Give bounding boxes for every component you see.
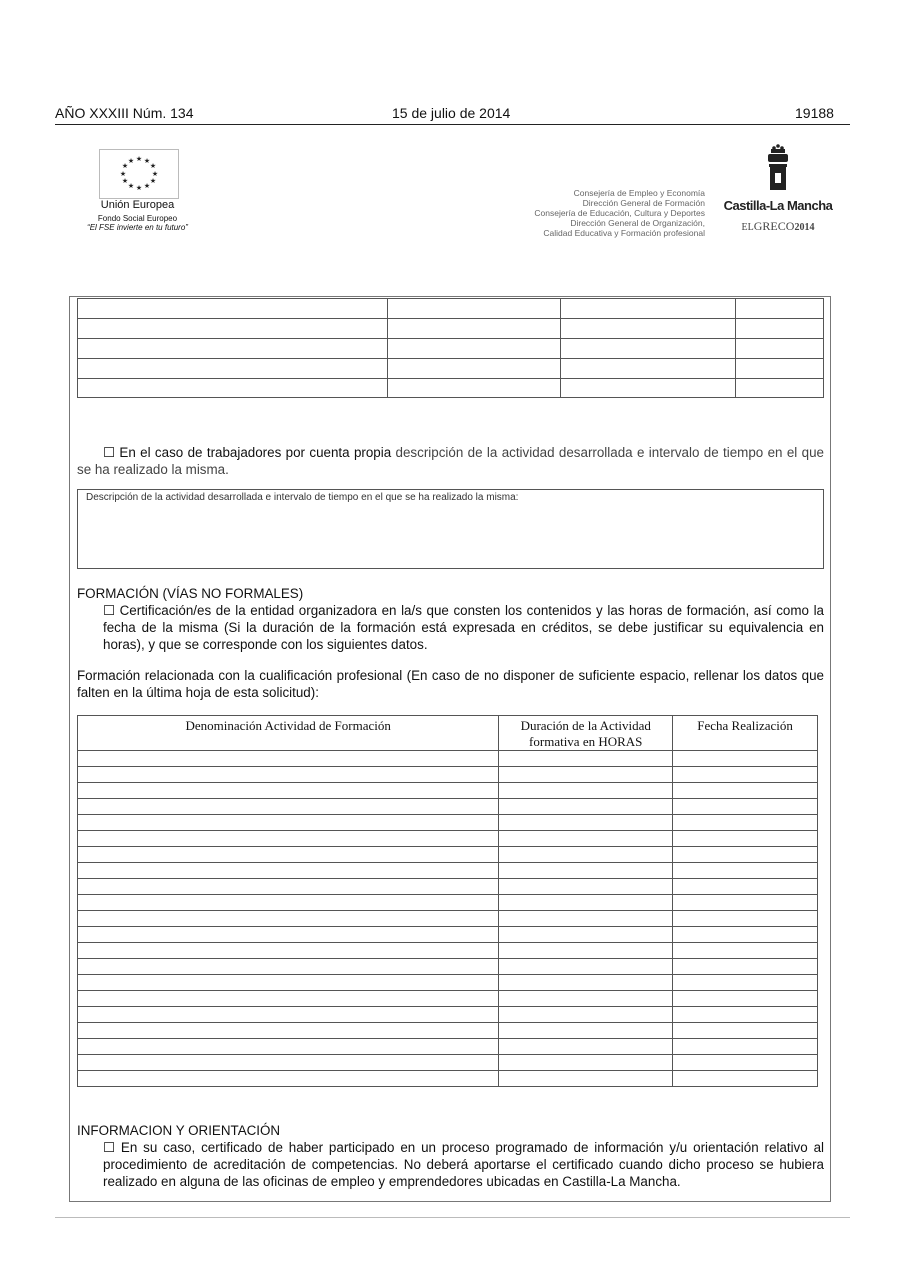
svg-text:★: ★ bbox=[149, 162, 157, 170]
header-date: 15 de julio de 2014 bbox=[392, 105, 511, 121]
training-cell[interactable] bbox=[78, 815, 499, 831]
training-cell[interactable] bbox=[78, 863, 499, 879]
table-row bbox=[78, 911, 818, 927]
table-row bbox=[78, 751, 818, 767]
training-cell[interactable] bbox=[673, 1023, 818, 1039]
training-cell[interactable] bbox=[78, 927, 499, 943]
svg-text:★: ★ bbox=[149, 177, 157, 185]
table-row bbox=[78, 1071, 818, 1087]
training-cell[interactable] bbox=[78, 751, 499, 767]
training-cell[interactable] bbox=[499, 799, 673, 815]
self-employed-paragraph bbox=[77, 444, 824, 478]
clm-departments: Consejería de Empleo y Economía Dirección General de Formación Consejería de Educación, Cultura y Deportes Dirección General de Organización, Calidad Educativa y Formación profesional bbox=[534, 188, 705, 238]
training-cell[interactable] bbox=[673, 1055, 818, 1071]
self-employed-rest: descripción de la actividad desarrollada e intervalo de tiempo en el que se ha realizado la misma. bbox=[77, 445, 824, 477]
training-cell[interactable] bbox=[673, 959, 818, 975]
table-row bbox=[78, 927, 818, 943]
training-cell[interactable] bbox=[499, 911, 673, 927]
header-page-number: 19188 bbox=[795, 105, 834, 121]
training-cell[interactable] bbox=[673, 799, 818, 815]
training-cell[interactable] bbox=[673, 831, 818, 847]
table-row bbox=[78, 975, 818, 991]
training-cell[interactable] bbox=[499, 815, 673, 831]
training-cell[interactable] bbox=[673, 815, 818, 831]
training-cell[interactable] bbox=[673, 1007, 818, 1023]
table-row bbox=[78, 847, 818, 863]
formacion-item: ☐ Certificación/es de la entidad organizadora en la/s que consten los contenidos y las horas de formación, así como la fecha de la misma (Si la duración de la formación está expresada en créditos, se debe justificar su equivalencia en horas), y que se corresponde con los siguientes datos. bbox=[103, 603, 824, 652]
clm-logo bbox=[722, 143, 834, 243]
training-cell[interactable] bbox=[78, 959, 499, 975]
self-employed-checkbox[interactable]: ☐ bbox=[103, 445, 116, 460]
col-header-denominacion: Denominación Actividad de Formación bbox=[78, 716, 499, 751]
training-cell[interactable] bbox=[499, 783, 673, 799]
training-cell[interactable] bbox=[78, 1039, 499, 1055]
training-cell[interactable] bbox=[673, 943, 818, 959]
table-row bbox=[78, 783, 818, 799]
formacion-title: FORMACIÓN (VÍAS NO FORMALES) bbox=[77, 586, 304, 601]
header-rule bbox=[55, 124, 850, 125]
svg-text:★: ★ bbox=[121, 162, 129, 170]
training-cell[interactable] bbox=[499, 927, 673, 943]
training-cell[interactable] bbox=[673, 863, 818, 879]
svg-text:★: ★ bbox=[135, 155, 143, 163]
training-cell[interactable] bbox=[673, 927, 818, 943]
table-row bbox=[78, 299, 824, 319]
training-cell[interactable] bbox=[78, 1023, 499, 1039]
svg-text:★: ★ bbox=[127, 157, 135, 165]
training-cell[interactable] bbox=[673, 1071, 818, 1087]
table-row bbox=[78, 1055, 818, 1071]
training-cell[interactable] bbox=[78, 879, 499, 895]
activity-description-label: Descripción de la actividad desarrollada e intervalo de tiempo en el que se ha realizado la misma: bbox=[86, 492, 519, 503]
training-cell[interactable] bbox=[78, 1007, 499, 1023]
training-cell[interactable] bbox=[78, 895, 499, 911]
svg-text:★: ★ bbox=[119, 170, 127, 178]
training-cell[interactable] bbox=[499, 847, 673, 863]
svg-text:★: ★ bbox=[121, 177, 129, 185]
eu-title: Unión Europea bbox=[100, 199, 175, 211]
eu-motto: “El FSE invierte en tu futuro” bbox=[87, 223, 188, 232]
training-table bbox=[77, 715, 818, 1087]
training-cell[interactable] bbox=[673, 783, 818, 799]
training-cell[interactable] bbox=[499, 895, 673, 911]
header-issue: AÑO XXXIII Núm. 134 bbox=[55, 105, 194, 121]
table-row bbox=[78, 991, 818, 1007]
col-header-duracion: Duración de la Actividad formativa en HORAS bbox=[499, 716, 673, 751]
table-row bbox=[78, 831, 818, 847]
table-row bbox=[78, 339, 824, 359]
training-cell[interactable] bbox=[78, 1055, 499, 1071]
table-row bbox=[78, 359, 824, 379]
table-row bbox=[78, 767, 818, 783]
training-cell[interactable] bbox=[78, 991, 499, 1007]
footer-rule bbox=[55, 1217, 850, 1218]
training-cell[interactable] bbox=[499, 831, 673, 847]
self-employed-bold: En el caso de trabajadores por cuenta propia bbox=[119, 445, 392, 460]
activity-description-box[interactable] bbox=[77, 489, 824, 569]
experience-table bbox=[77, 298, 824, 398]
svg-text:★: ★ bbox=[143, 182, 151, 190]
training-cell[interactable] bbox=[499, 1039, 673, 1055]
training-cell[interactable] bbox=[78, 783, 499, 799]
formacion-related: Formación relacionada con la cualificación profesional (En caso de no disponer de suficiente espacio, rellenar los datos que falten en la última hoja de esta solicitud): bbox=[77, 668, 824, 700]
training-cell[interactable] bbox=[673, 767, 818, 783]
table-row bbox=[78, 1039, 818, 1055]
eu-fund: Fondo Social Europeo bbox=[97, 214, 178, 223]
clm-brand: Castilla-La Mancha bbox=[723, 198, 833, 213]
training-cell[interactable] bbox=[499, 767, 673, 783]
training-cell[interactable] bbox=[78, 799, 499, 815]
training-cell[interactable] bbox=[78, 943, 499, 959]
training-cell[interactable] bbox=[499, 751, 673, 767]
training-cell[interactable] bbox=[499, 975, 673, 991]
training-cell[interactable] bbox=[673, 991, 818, 1007]
eu-flag-icon bbox=[99, 149, 179, 199]
informacion-checkbox[interactable]: ☐ bbox=[103, 1140, 116, 1155]
training-cell[interactable] bbox=[78, 767, 499, 783]
training-cell[interactable] bbox=[78, 1071, 499, 1087]
training-cell[interactable] bbox=[78, 975, 499, 991]
training-cell[interactable] bbox=[499, 1007, 673, 1023]
greco-mark: ELGRECO2014 bbox=[741, 219, 815, 233]
training-cell[interactable] bbox=[673, 1039, 818, 1055]
table-row bbox=[78, 815, 818, 831]
table-row bbox=[78, 943, 818, 959]
table-row bbox=[78, 863, 818, 879]
training-cell[interactable] bbox=[499, 943, 673, 959]
table-row bbox=[78, 959, 818, 975]
svg-text:★: ★ bbox=[127, 182, 135, 190]
formacion-checkbox[interactable]: ☐ bbox=[103, 603, 116, 618]
training-cell[interactable] bbox=[499, 1023, 673, 1039]
col-header-fecha: Fecha Realización bbox=[673, 716, 818, 751]
training-cell[interactable] bbox=[499, 1055, 673, 1071]
table-row bbox=[78, 379, 824, 398]
training-cell[interactable] bbox=[499, 991, 673, 1007]
training-cell[interactable] bbox=[673, 975, 818, 991]
table-header-row bbox=[78, 716, 818, 751]
table-row bbox=[78, 895, 818, 911]
training-cell[interactable] bbox=[499, 863, 673, 879]
training-cell[interactable] bbox=[78, 831, 499, 847]
table-row bbox=[78, 879, 818, 895]
table-row bbox=[78, 1007, 818, 1023]
svg-text:★: ★ bbox=[143, 157, 151, 165]
svg-text:★: ★ bbox=[151, 170, 159, 178]
training-cell[interactable] bbox=[499, 879, 673, 895]
table-row bbox=[78, 319, 824, 339]
svg-text:★: ★ bbox=[135, 184, 143, 192]
training-cell[interactable] bbox=[499, 1071, 673, 1087]
training-cell[interactable] bbox=[499, 959, 673, 975]
training-cell[interactable] bbox=[673, 879, 818, 895]
table-row bbox=[78, 1023, 818, 1039]
informacion-item: ☐ En su caso, certificado de haber participado en un proceso programado de información y/u orientación relativo al procedimiento de acreditación de competencias. No deberá aportarse el certificado cuando dicho proceso se hubiera realizado en alguna de las oficinas de empleo y emprendedores ubicadas en Castilla-La Mancha. bbox=[103, 1140, 824, 1189]
table-row bbox=[78, 799, 818, 815]
training-cell[interactable] bbox=[673, 847, 818, 863]
training-cell[interactable] bbox=[78, 911, 499, 927]
training-cell[interactable] bbox=[673, 751, 818, 767]
training-table-body bbox=[78, 751, 818, 1087]
training-cell[interactable] bbox=[673, 911, 818, 927]
training-cell[interactable] bbox=[673, 895, 818, 911]
informacion-title: INFORMACION Y ORIENTACIÓN bbox=[77, 1123, 281, 1138]
training-cell[interactable] bbox=[78, 847, 499, 863]
